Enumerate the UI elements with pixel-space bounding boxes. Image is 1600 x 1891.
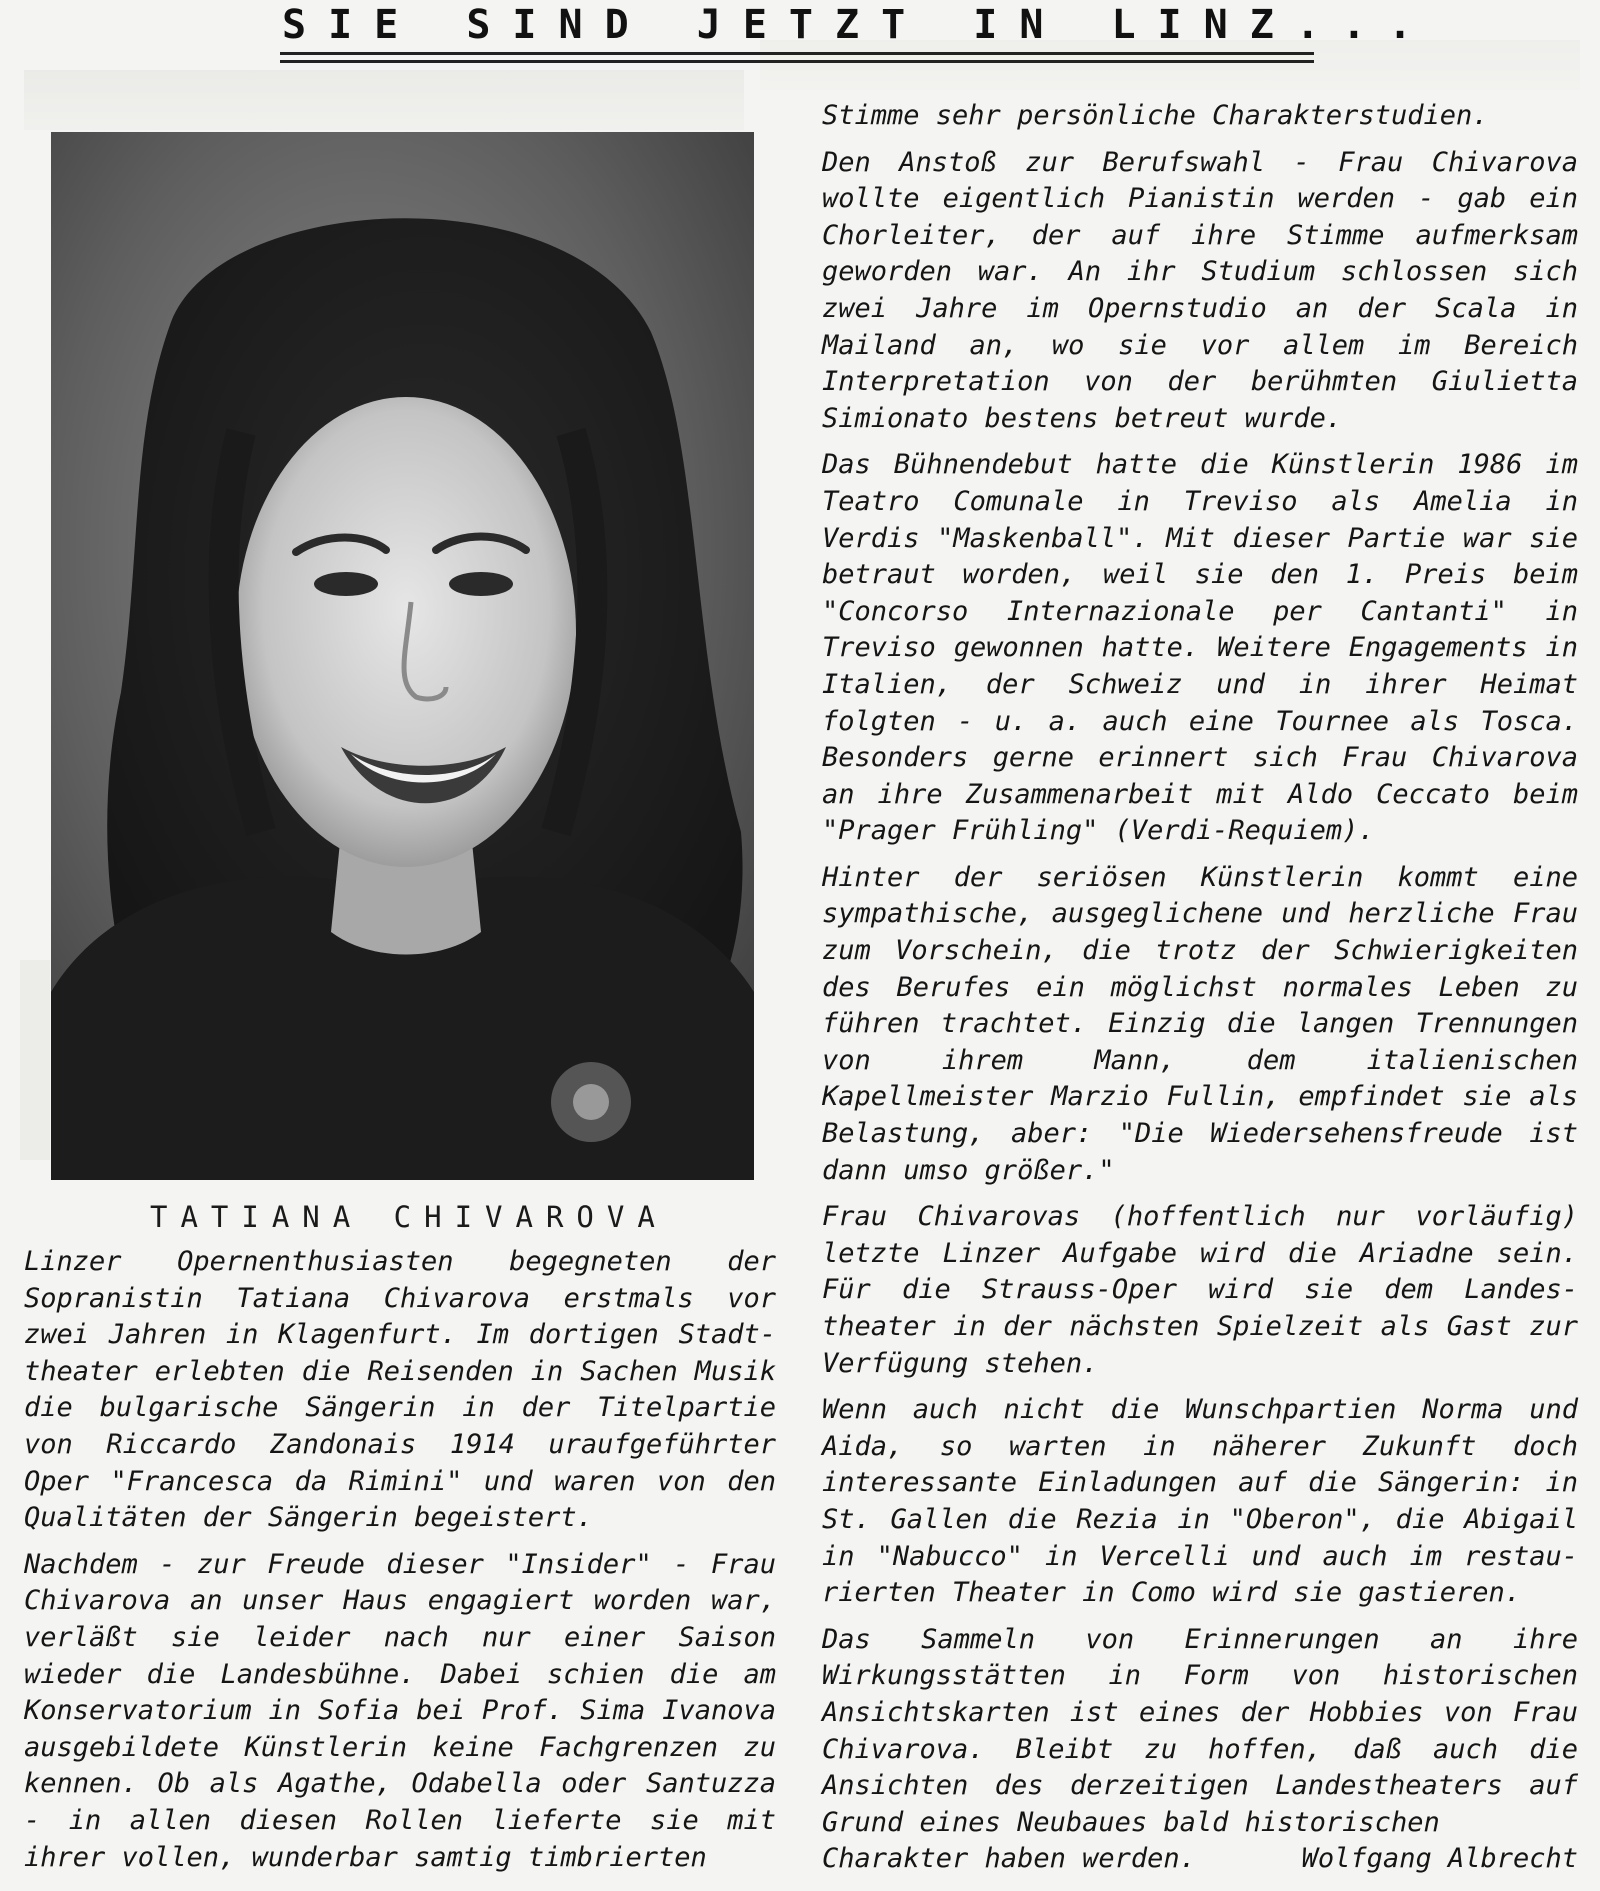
portrait-photo (51, 132, 754, 1180)
paragraph: Frau Chivarovas (hoffentlich nur vorläufig) letzte Linzer Aufgabe wird die Ariadne sein. Für die Strauss-Oper wird sie dem Landestheater in der nächsten Spielzeit als Gast zur Verfügung stehen. (822, 1201, 1578, 1379)
paragraph: Linzer Opernenthusiasten begegneten der Sopranistin Tatiana Chivarova erstmals vor zwei Jahren in Klagenfurt. Im dortigen Stadttheater erlebten die Reisenden in Sachen Musik die bulgarische Sängerin in der Titelpartie von Riccardo Zandonais 1914 uraufgeführter Oper "Francesca da Rimini" und waren von den Qualitäten der Sängerin begeistert. (24, 1246, 776, 1534)
headline: SIE SIND JETZT IN LINZ... (282, 2, 1435, 48)
paragraph: Das Sammeln von Erinnerungen an ihre Wirkungsstätten in Form von historischen Ansichtskarten ist eines der Hobbies von Frau Chivarova. Bleibt zu hoffen, daß auch die Ansichten des derzeitigen Landestheaters auf Grund eines Neubaues bald historischen (822, 1623, 1578, 1838)
right-column (822, 98, 1578, 1878)
closing-text: Charakter haben werden. (822, 1843, 1196, 1875)
photo-caption: TATIANA CHIVAROVA (150, 1200, 668, 1234)
paragraph: Hinter der seriösen Künstlerin kommt eine sympathische, ausgeglichene und herzliche Frau zum Vorschein, die trotz der Schwierigkeiten des Berufes ein möglichst normales Leben zu führen trachtet. Einzig die langen Trennungen von ihrem Mann, dem italienischen Kapellmeister Marzio Fullin, empfindet sie als Belastung, aber: "Die Wiedersehensfreude ist dann umso größer." (822, 861, 1578, 1186)
closing-line (822, 1841, 1578, 1878)
left-column (24, 1244, 776, 1886)
author-signature: Wolfgang Albrecht (1301, 1843, 1578, 1875)
headline-rule-top (280, 52, 1314, 55)
headline-rule-bottom (280, 60, 1314, 63)
portrait-image (51, 132, 754, 1180)
paragraph: Stimme sehr persönliche Charakterstudien. (822, 100, 1489, 131)
paragraph: Das Bühnendebut hatte die Künstlerin 1986 im Teatro Comunale in Treviso als Amelia in Verdis "Maskenball". Mit dieser Partie war sie betraut worden, weil sie den 1. Preis beim "Concorso Internazionale per Cantanti" in Treviso gewonnen hatte. Weitere Engagements in Italien, der Schweiz und in ihrer Heimat folgten - u. a. auch eine Tournee als Tosca. Besonders gerne erinnert sich Frau Chivarova an ihre Zusammenarbeit mit Aldo Ceccato beim "Prager Frühling" (Verdi-Requiem). (822, 449, 1578, 847)
paragraph: Wenn auch nicht die Wunschpartien Norma und Aida, so warten in näherer Zukunft doch interessante Einladungen auf die Sängerin: in St. Gallen die Rezia in "Oberon", die Abigail in "Nabucco" in Vercelli und auch im restaurierten Theater in Como wird sie gastieren. (822, 1394, 1578, 1609)
paragraph: Nachdem - zur Freude dieser "Insider" - Frau Chivarova an unser Haus engagiert worden war, verläßt sie leider nach nur einer Saison wieder die Landesbühne. Dabei schien die am Konservatorium in Sofia bei Prof. Sima Ivanova ausgebildete Künstlerin keine Fachgrenzen zu kennen. Ob als Agathe, Odabella oder Santuzza - in allen diesen Rollen lieferte sie mit ihrer vollen, wunderbar samtig timbrierten (24, 1548, 776, 1873)
paragraph: Den Anstoß zur Berufswahl - Frau Chivarova wollte eigentlich Pianistin werden - gab ein Chorleiter, der auf ihre Stimme aufmerksam geworden war. An ihr Studium schlossen sich zwei Jahre im Opernstudio an der Scala in Mailand an, wo sie vor allem im Bereich Interpretation von der berühmten Giulietta Simionato bestens betreut wurde. (822, 146, 1578, 434)
